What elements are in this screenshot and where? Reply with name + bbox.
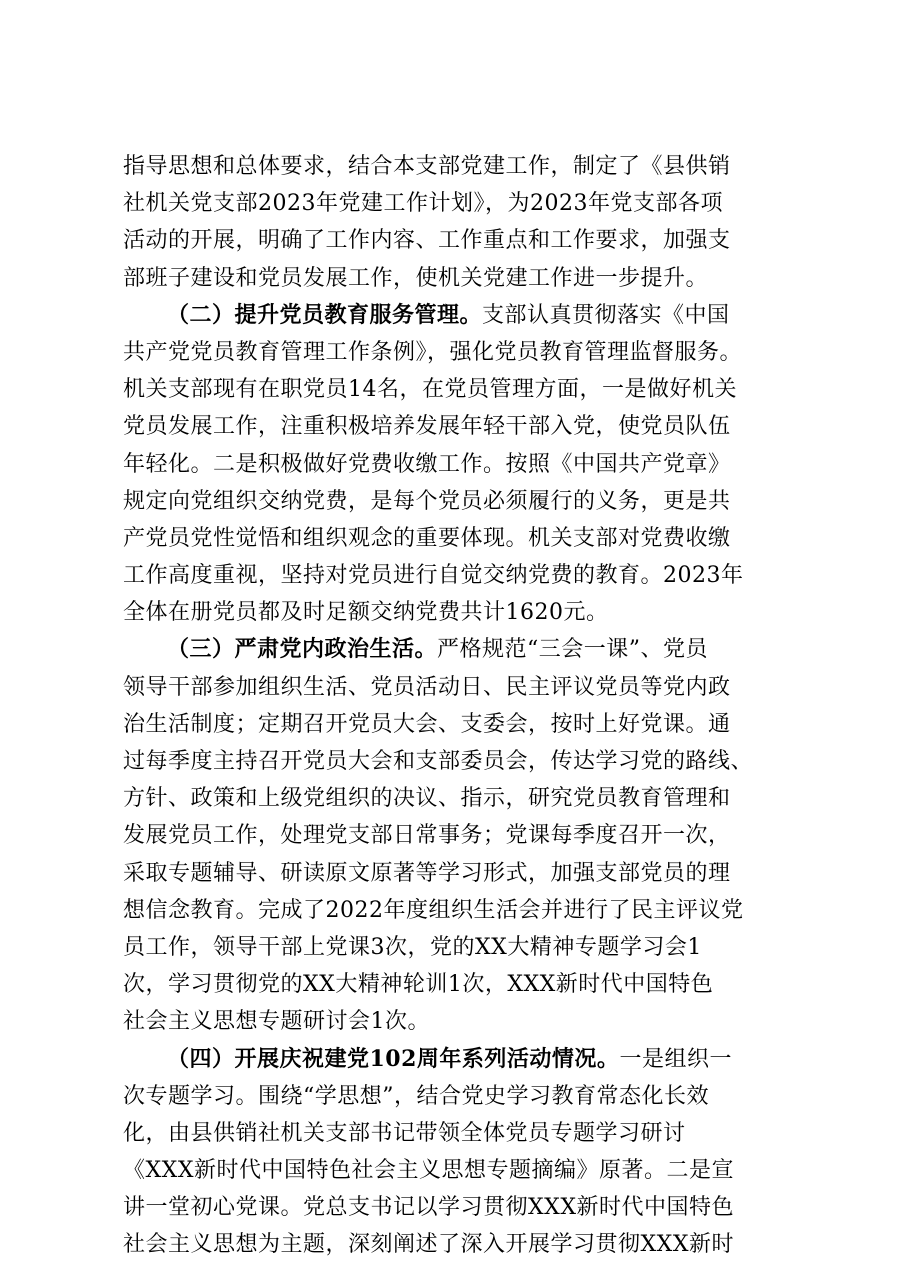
text-line: 工作高度重视，坚持对党员进行自觉交纳党费的教育。2023年 xyxy=(123,563,744,589)
text-line: 讲一堂初心党课。党总支书记以学习贯彻XXX新时代中国特色 xyxy=(123,1195,734,1221)
section-heading: （四）开展庆祝建党102周年系列活动情况。 xyxy=(167,1045,620,1072)
text-run: 严格规范“三会一课”、党员 xyxy=(437,637,709,663)
section-heading: （二）提升党员教育服务管理。 xyxy=(167,301,483,328)
text-line: 社会主义思想专题研讨会1次。 xyxy=(123,1009,430,1035)
text-line: 领导干部参加组织生活、党员活动日、民主评议党员等党内政 xyxy=(123,674,731,700)
paragraph-political-life xyxy=(123,631,799,1040)
text-line: 机关支部现有在职党员14名，在党员管理方面，一是做好机关 xyxy=(123,377,737,403)
text-line: 采取专题辅导、研读原文原著等学习形式，加强支部党员的理 xyxy=(123,860,731,886)
paragraph-anniversary-activities xyxy=(123,1041,799,1264)
text-line: 部班子建设和党员发展工作，使机关党建工作进一步提升。 xyxy=(123,265,709,291)
text-run: 支部认真贯彻落实《中国 xyxy=(482,302,730,328)
section-heading: （三）严肃党内政治生活。 xyxy=(167,636,438,663)
text-line: 次专题学习。围绕“学思想”，结合党史学习教育常态化长效 xyxy=(123,1083,709,1109)
text-line: 次，学习贯彻党的XX大精神轮训1次，XXX新时代中国特色 xyxy=(123,972,714,998)
text-line: 过每季度主持召开党员大会和支部委员会，传达学习党的路线、 xyxy=(123,749,754,774)
text-line: 指导思想和总体要求，结合本支部党建工作，制定了《县供销 xyxy=(123,154,731,179)
text-run: 一是组织一 xyxy=(619,1046,732,1072)
text-line: 全体在册党员都及时足额交纳党费共计1620元。 xyxy=(123,600,609,626)
paragraph-first-line xyxy=(123,631,799,668)
text-line: 《XXX新时代中国特色社会主义思想专题摘编》原著。二是宣 xyxy=(123,1158,734,1184)
text-line: 产党员党性觉悟和组织观念的重要体现。机关支部对党费收缴 xyxy=(123,525,731,551)
document-body xyxy=(123,148,799,1264)
text-line: 共产党党员教育管理工作条例》，强化党员教育管理监督服务。 xyxy=(123,339,743,365)
paragraph-first-line xyxy=(123,297,799,334)
paragraph-member-education xyxy=(123,297,799,632)
text-line: 发展党员工作，处理党支部日常事务；党课每季度召开一次， xyxy=(123,823,731,849)
text-line: 想信念教育。完成了2022年度组织生活会并进行了民主评议党 xyxy=(123,897,744,923)
paragraph-plan-summary xyxy=(123,148,799,297)
text-line: 年轻化。二是积极做好党费收缴工作。按照《中国共产党章》 xyxy=(123,451,731,477)
text-line: 方针、政策和上级党组织的决议、指示，研究党员教育管理和 xyxy=(123,786,731,812)
text-line: 员工作，领导干部上党课3次，党的XX大精神专题学习会1 xyxy=(123,934,702,960)
text-line: 规定向党组织交纳党费，是每个党员必须履行的义务，更是共 xyxy=(123,488,731,514)
paragraph-first-line xyxy=(123,1041,799,1078)
text-line: 治生活制度；定期召开党员大会、支委会，按时上好党课。通 xyxy=(123,711,731,737)
text-line: 党员发展工作，注重积极培养发展年轻干部入党，使党员队伍 xyxy=(123,414,731,440)
text-line: 化，由县供销社机关支部书记带领全体党员专题学习研讨 xyxy=(123,1120,686,1146)
text-line: 社机关党支部2023年党建工作计划》，为2023年党支部各项 xyxy=(123,191,723,217)
text-line: 活动的开展，明确了工作内容、工作重点和工作要求，加强支 xyxy=(123,228,731,254)
text-line: 社会主义思想为主题，深刻阐述了深入开展学习贯彻XXX新时 xyxy=(123,1232,734,1258)
